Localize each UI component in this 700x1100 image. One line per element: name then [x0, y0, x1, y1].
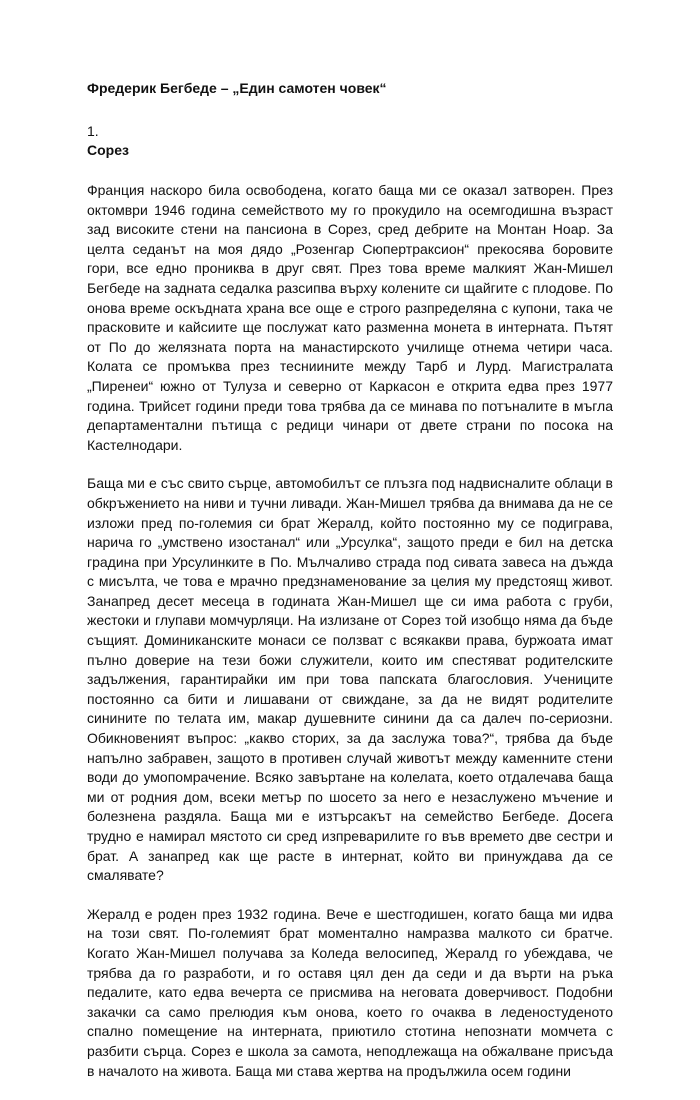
chapter-title: Сорез	[87, 142, 129, 158]
document-title: Фредерик Бегбеде – „Един самотен човек“	[87, 80, 387, 96]
document-page	[87, 78, 613, 1100]
paragraph: Жералд е роден през 1932 година. Вече е шестгодишен, когато баща ми идва на този свят. По-големият брат моментално намразва малкото си братче. Когато Жан-Мишел получава за Коледа велосипед, Жералд го убеждава, че трябва да го разработи, и го оставя цял ден да седи и да върти на ръка педалите, като едва вечерта се присмива на неговата доверчивост. Подобни закачки са само прелюдия към онова, което го очаква в леденостуденото спално помещение на интерната, приютило стотина непознати момчета с разбити сърца. Сорез е школа за самота, неподлежаща на обжалване присъда в началото на живота. Баща ми става жертва на продължила осем години	[87, 905, 613, 1079]
chapter-number: 1.	[87, 123, 99, 139]
paragraph: Франция наскоро била освободена, когато баща ми се оказал затворен. През октомври 1946 година семейството му го прокудило на осемгодишна възраст зад високите стени на пансиона в Сорез, сред дебрите на Монтан Ноар. За целта седанът на моя дядо „Розенгар Сюпертраксион“ прекосява боровите гори, все едно прониква в друг свят. През това време малкият Жан-Мишел Бегбеде на задната седалка разсипва върху колените си щайгите с плодове. По онова време оскъдната храна все още е строго разпределяна с купони, така че прасковите и кайсиите ще послужат като разменна монета в интерната. Пътят от По до желязната порта на манастирското училище отнема четири часа. Колата се промъква през тесниините между Тарб и Лурд. Магистралата „Пиренеи“ южно от Тулуза и северно от Каркасон е открита едва през 1977 година. Трийсет години преди това трябва да се минава по потъналите в мъгла департаментални пътища с редици чинари от двете страни по посока на Кастелнодари.	[87, 182, 613, 453]
paragraph: Баща ми е със свито сърце, автомобилът се плъзга под надвисналите облаци в обкръжението на ниви и тучни ливади. Жан-Мишел трябва да внимава да не се изложи пред по-големия си брат Жералд, който постоянно му се подиграва, нарича го „умствено изостанал“ или „Урсулка“, защото преди е бил на детска градина при Урсулинките в По. Мълчаливо страда под сивата завеса на дъжда с мисълта, че това е мрачно предзнаменование за целия му предстоящ живот. Занапред десет месеца в годината Жан-Мишел ще си има работа с груби, жестоки и глупави момчурляци. На излизане от Сорез той изобщо няма да бъде същият. Доминиканските монаси се ползват с всякакви права, буржоата имат пълно доверие на тези божи служители, които им спестяват родителските задължения, гарантирайки им при това папската благословия. Учениците постоянно са бити и лишавани от свиждане, за да не видят родителите синините по телата им, макар душевните синини да са далеч по-сериозни. Обикновеният въпрос: „какво сторих, за да заслужа това?“, трябва да бъде напълно забравен, защото в противен случай животът между каменните стени води до умопомрачение. Всяко завъртане на колелата, което отдалечава баща ми от родния дом, всеки метър по шосето за него е незаслужено мъчение и болезнена раздяла. Баща ми е изтърсакът на семейство Бегбеде. Досега трудно е намирал мястото си сред изпреварилите го във времето две сестри и брат. А занапред как ще расте в интернат, който ви принуждава да се смалявате?	[87, 475, 613, 884]
